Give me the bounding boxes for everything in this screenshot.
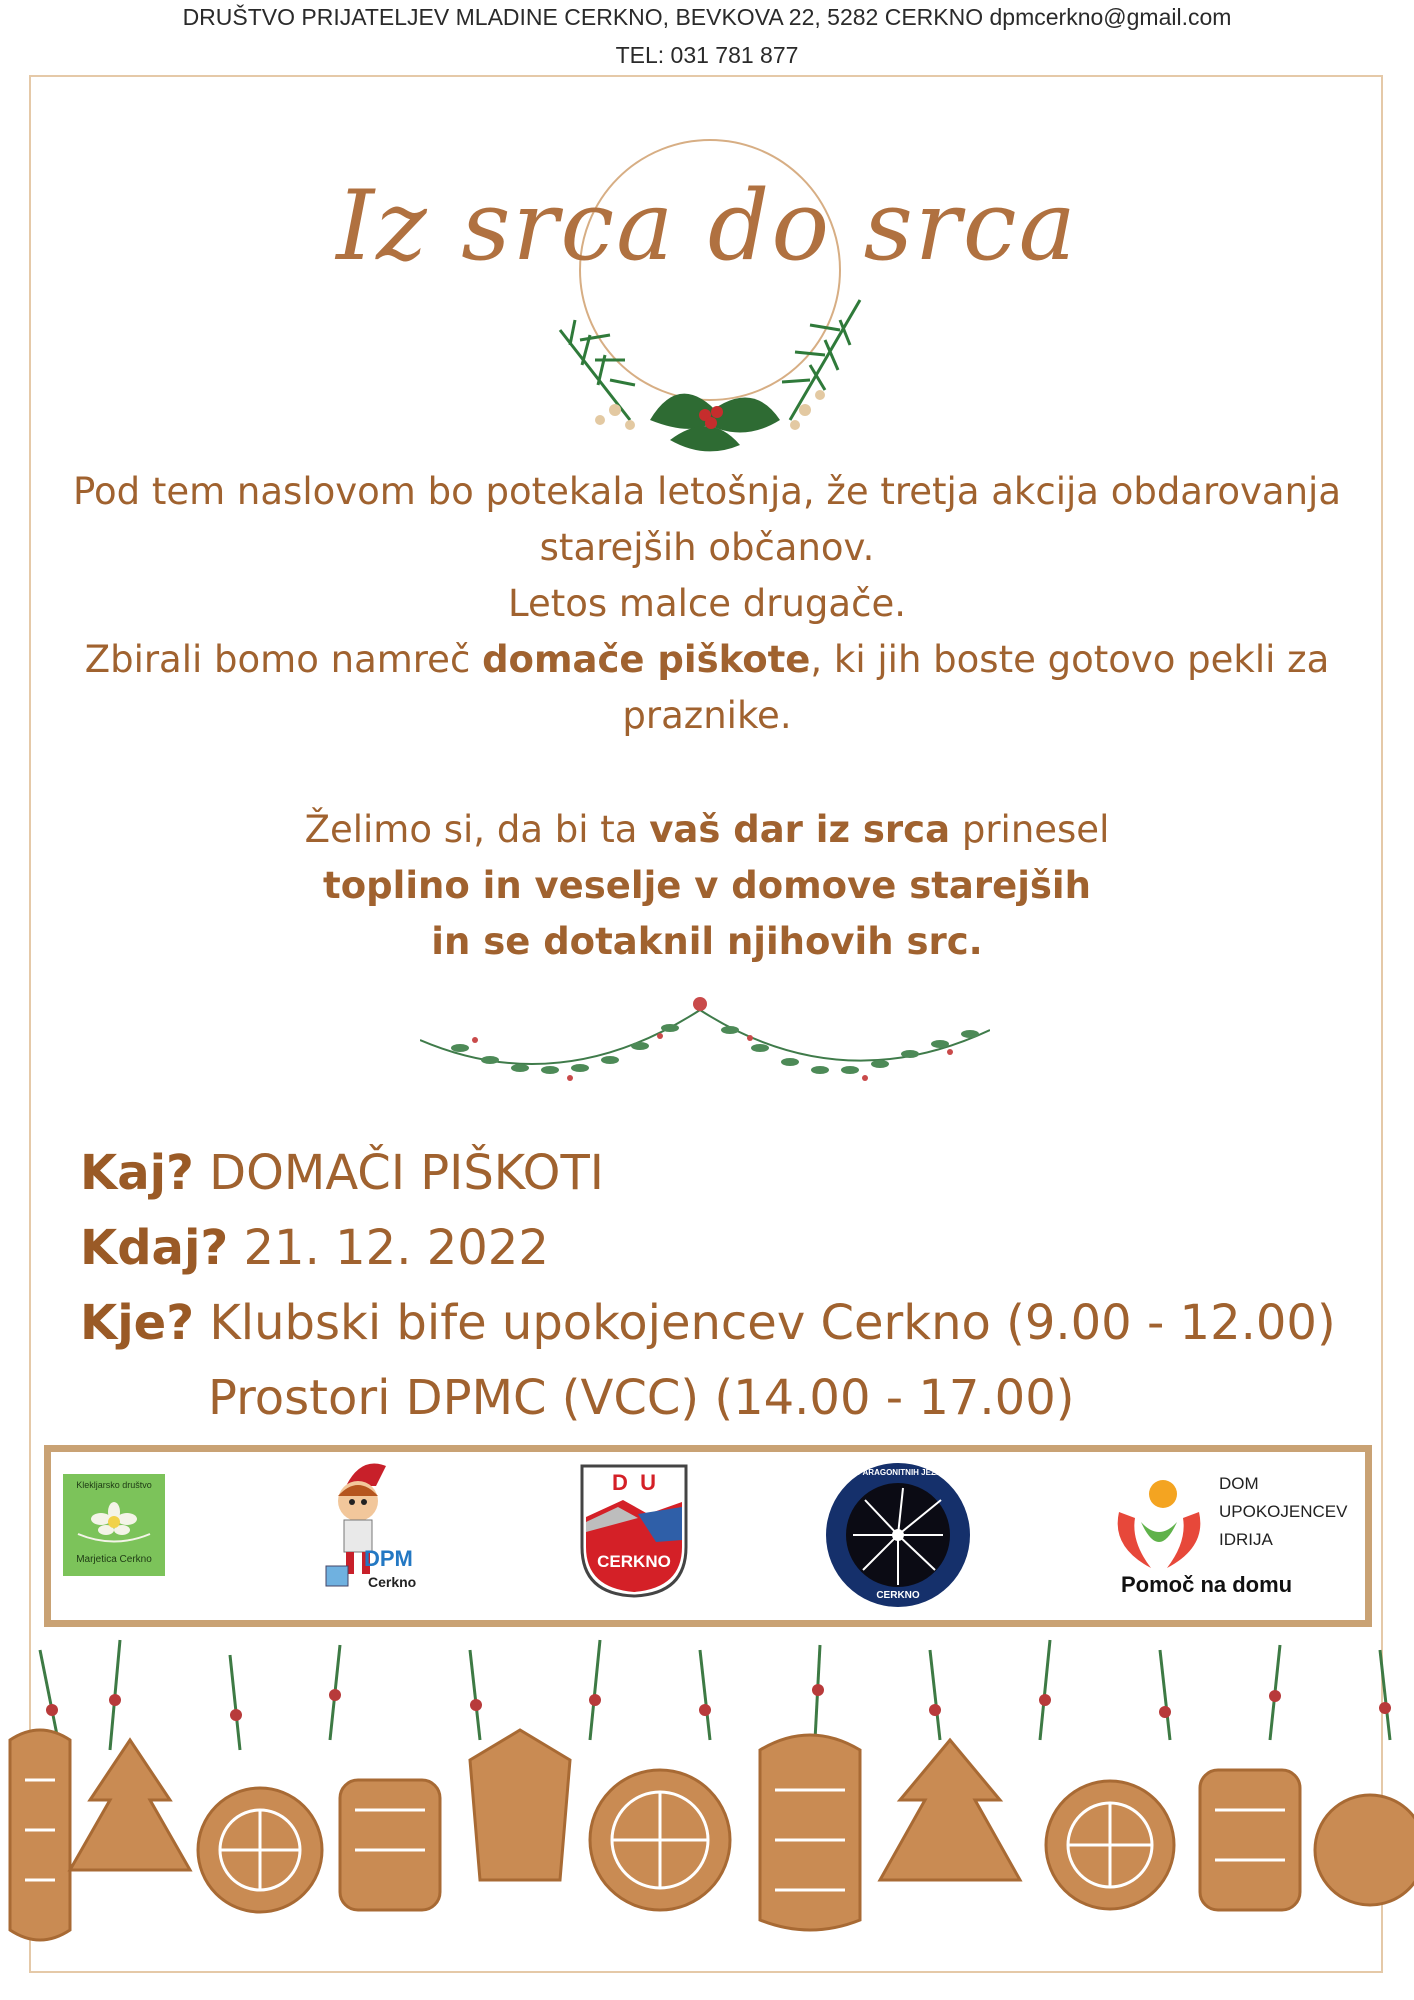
intro-line: praznike. [622, 694, 792, 737]
detail-what [80, 1145, 604, 1201]
detail-value: DOMAČI PIŠKOTI [209, 1145, 604, 1201]
rod-logo-top-text: ROD ARAGONITNIH JEŽKOV [842, 1468, 954, 1477]
wish-bold-text: in se dotaknil njihovih src. [431, 920, 983, 963]
detail-label: Kje? [80, 1295, 195, 1351]
intro-bold-text: domače piškote [482, 638, 811, 681]
dom-logo-line: DOM [1219, 1474, 1259, 1493]
intro-line [40, 632, 1374, 688]
wish-line [40, 914, 1374, 970]
intro-text: Zbirali bomo namreč [84, 638, 483, 681]
du-logo-name: CERKNO [597, 1552, 671, 1571]
org-phone-line: TEL: 031 781 877 [615, 42, 799, 68]
garland-illustration [420, 990, 990, 1100]
org-address-line: DRUŠTVO PRIJATELJEV MLADINE CERKNO, BEVKOVA 22, 5282 CERKNO dpmcerkno@gmail.com [182, 4, 1232, 30]
dom-upokojencev-idrija-logo [1111, 1472, 1351, 1612]
detail-where [80, 1295, 1336, 1351]
dom-logo-tagline: Pomoč na domu [1121, 1572, 1293, 1597]
rod-aragonitnih-jezkov-logo [823, 1460, 973, 1610]
dpm-logo-text: DPM [364, 1546, 413, 1571]
detail-label: Kdaj? [80, 1220, 229, 1276]
intro-line: Pod tem naslovom bo potekala letošnja, že tretja akcija obdarovanja [72, 470, 1341, 513]
dom-logo-line: IDRIJA [1219, 1530, 1273, 1549]
intro-line: Letos malce drugače. [508, 582, 906, 625]
intro-paragraph [40, 464, 1374, 744]
dom-logo-line: UPOKOJENCEV [1219, 1502, 1348, 1521]
detail-where-second: Prostori DPMC (VCC) (14.00 - 17.00) [208, 1370, 1075, 1426]
intro-line: starejših občanov. [539, 526, 875, 569]
wish-bold-text: toplino in veselje v domove starejših [323, 864, 1091, 907]
starburst-badge-icon [823, 1460, 973, 1610]
du-logo-letters: D U [612, 1470, 656, 1495]
intro-text: , ki jih boste gotovo pekli za [810, 638, 1330, 681]
marjetica-logo-line: Klekljarsko društvo [76, 1480, 152, 1490]
dpm-logo-subtext: Cerkno [368, 1574, 417, 1590]
heart-figure-icon [1111, 1472, 1207, 1572]
detail-when [80, 1220, 549, 1276]
dpm-cerkno-logo [316, 1456, 446, 1606]
marjetica-logo-line: Marjetica Cerkno [76, 1554, 152, 1565]
detail-label: Kaj? [80, 1145, 194, 1201]
marjetica-logo [63, 1474, 165, 1576]
rod-logo-bottom-text: CERKNO [876, 1590, 920, 1601]
detail-value: Klubski bife upokojencev Cerkno (9.00 - 12.00) [209, 1295, 1336, 1351]
wish-paragraph [40, 802, 1374, 970]
poster-title: Iz srca do srca [336, 170, 1078, 282]
wish-line [40, 802, 1374, 858]
sponsor-logos-box [44, 1445, 1372, 1627]
gingerbread-cookie-border [0, 1630, 1414, 1970]
wish-text: Želimo si, da bi ta [304, 808, 650, 851]
wish-text: prinesel [950, 808, 1110, 851]
wish-bold-text: vaš dar iz srca [649, 808, 951, 851]
wish-line [40, 858, 1374, 914]
du-cerkno-logo [578, 1462, 690, 1600]
detail-value: 21. 12. 2022 [243, 1220, 549, 1276]
